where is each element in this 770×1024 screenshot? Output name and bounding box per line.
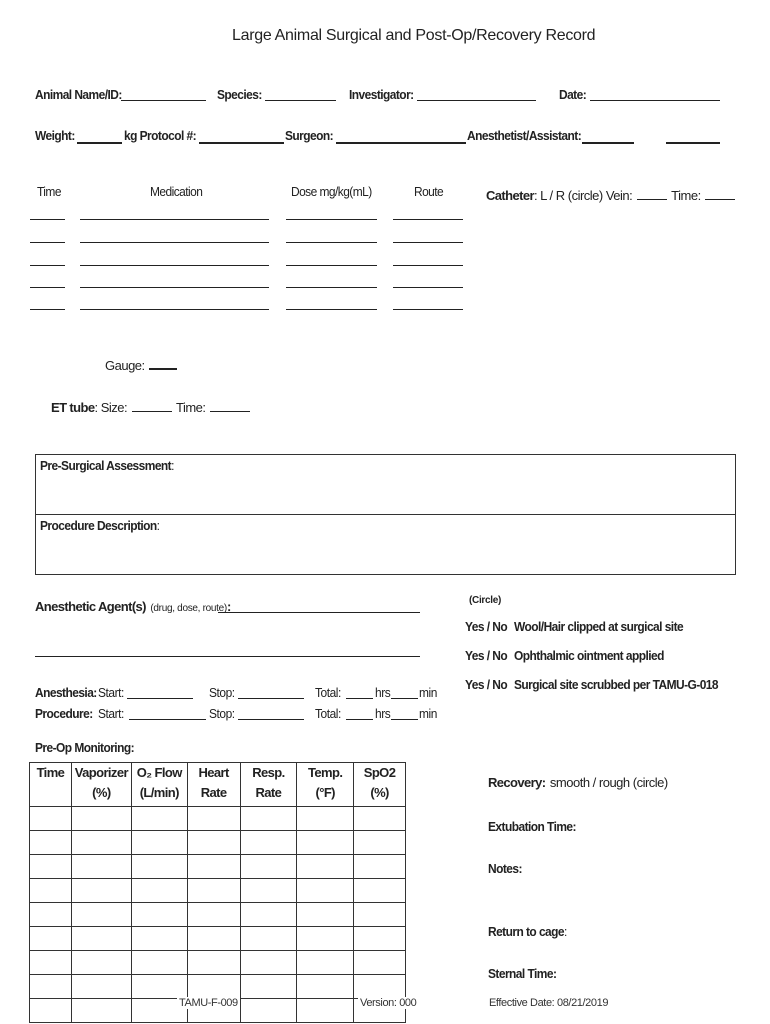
med-dose-field[interactable] — [286, 265, 377, 266]
table-cell[interactable] — [354, 879, 406, 903]
table-cell[interactable] — [71, 855, 131, 879]
table-cell[interactable] — [297, 831, 354, 855]
check-3-label: Surgical site scrubbed per TAMU-G-018 — [514, 677, 718, 692]
gauge-label: Gauge: — [105, 358, 145, 373]
weight-label: Weight: — [35, 128, 75, 143]
circle-note: (Circle) — [469, 595, 502, 606]
table-cell[interactable] — [354, 975, 406, 999]
investigator-field[interactable] — [417, 100, 536, 101]
table-cell[interactable] — [354, 903, 406, 927]
col-o2-flow-l2: (L/min) — [139, 785, 179, 800]
catheter-label: Catheter — [486, 188, 534, 203]
procedure-min-label: min — [419, 706, 437, 721]
table-cell[interactable] — [297, 951, 354, 975]
col-spo2-l1: SpO2 — [363, 765, 396, 780]
table-row — [30, 903, 406, 927]
gauge-line — [105, 357, 177, 375]
anesthesia-stop-label: Stop: — [209, 685, 235, 700]
table-cell[interactable] — [187, 975, 240, 999]
table-cell[interactable] — [71, 831, 131, 855]
med-dose-field[interactable] — [286, 287, 377, 288]
anesthetic-agent-hint: (drug, dose, route) — [150, 603, 227, 614]
table-cell[interactable] — [297, 807, 354, 831]
procedure-start-label: Start: — [98, 706, 124, 721]
table-cell[interactable] — [187, 951, 240, 975]
procedure-min-field[interactable] — [391, 719, 418, 720]
pre-surgical-field[interactable] — [40, 474, 730, 510]
check-2-yes-no[interactable]: Yes / No — [465, 648, 508, 663]
col-spo2-header — [354, 763, 406, 807]
table-cell[interactable] — [240, 807, 297, 831]
table-cell[interactable] — [297, 879, 354, 903]
table-cell[interactable] — [240, 855, 297, 879]
procedure-hrs-field[interactable] — [346, 719, 373, 720]
catheter-time-field[interactable] — [705, 188, 735, 200]
table-cell[interactable] — [297, 903, 354, 927]
table-cell[interactable] — [354, 951, 406, 975]
col-resp-rate-header — [240, 763, 297, 807]
table-cell[interactable] — [30, 903, 72, 927]
meds-medication-header: Medication — [150, 184, 203, 199]
assessment-divider — [35, 514, 736, 515]
table-cell[interactable] — [354, 831, 406, 855]
protocol-label: kg Protocol #: — [124, 128, 197, 143]
table-cell[interactable] — [71, 927, 131, 951]
date-label: Date: — [559, 87, 587, 102]
med-route-field[interactable] — [393, 309, 463, 310]
table-cell[interactable] — [30, 831, 72, 855]
footer-form-id: TAMU-F-009 — [179, 997, 238, 1009]
med-medication-field[interactable] — [80, 309, 269, 310]
anesthesia-hrs-field[interactable] — [346, 698, 373, 699]
col-resp-rate-l1: Resp. — [252, 765, 285, 780]
col-temp-l1: Temp. — [308, 765, 343, 780]
meds-route-header: Route — [414, 184, 444, 199]
recovery-line — [488, 774, 668, 792]
med-medication-field[interactable] — [80, 219, 269, 220]
table-row — [30, 951, 406, 975]
anesthesia-min-label: min — [419, 685, 437, 700]
table-cell[interactable] — [71, 807, 131, 831]
med-time-field[interactable] — [30, 219, 65, 220]
table-row — [30, 927, 406, 951]
table-cell[interactable] — [30, 879, 72, 903]
med-route-field[interactable] — [393, 219, 463, 220]
col-time-header — [30, 763, 72, 807]
col-resp-rate-l2: Rate — [255, 785, 282, 800]
table-cell[interactable] — [240, 903, 297, 927]
col-heart-rate-l1: Heart — [198, 765, 229, 780]
anesthetist-field[interactable] — [582, 142, 634, 144]
catheter-time-label: Time: — [671, 188, 701, 203]
col-heart-rate-header — [187, 763, 240, 807]
et-tube-line — [51, 399, 250, 417]
med-dose-field[interactable] — [286, 242, 377, 243]
table-cell[interactable] — [71, 999, 131, 1023]
table-cell[interactable] — [30, 975, 72, 999]
check-1-yes-no[interactable]: Yes / No — [465, 619, 508, 634]
procedure-label: Procedure: — [35, 706, 93, 721]
et-tube-time-label: Time: — [176, 400, 206, 415]
table-cell[interactable] — [240, 831, 297, 855]
page-title: Large Animal Surgical and Post-Op/Recovery Record — [232, 27, 596, 44]
date-field[interactable] — [590, 100, 720, 101]
med-dose-field[interactable] — [286, 309, 377, 310]
et-tube-label: ET tube — [51, 400, 95, 415]
return-to-cage-label: Return to cage: — [488, 924, 567, 939]
table-row — [30, 879, 406, 903]
med-dose-field[interactable] — [286, 219, 377, 220]
assistant-field[interactable] — [666, 142, 720, 144]
table-cell[interactable] — [354, 855, 406, 879]
table-cell[interactable] — [30, 999, 72, 1023]
et-tube-size-label: : Size: — [94, 400, 128, 415]
col-time-l1: Time — [36, 765, 65, 780]
table-cell[interactable] — [240, 927, 297, 951]
table-cell[interactable] — [71, 951, 131, 975]
table-row — [30, 831, 406, 855]
procedure-start-field[interactable] — [129, 719, 206, 720]
table-cell[interactable] — [187, 927, 240, 951]
footer-version: Version: 000 — [360, 997, 417, 1009]
meds-dose-header: Dose mg/kg(mL) — [291, 184, 372, 199]
table-cell[interactable] — [131, 855, 187, 879]
table-cell[interactable] — [71, 975, 131, 999]
table-row — [30, 975, 406, 999]
protocol-field[interactable] — [199, 142, 284, 144]
table-cell[interactable] — [30, 855, 72, 879]
et-tube-time-field[interactable] — [210, 400, 250, 412]
anesthetist-label: Anesthetist/Assistant: — [467, 128, 582, 143]
col-vaporizer-l2: (%) — [92, 785, 111, 800]
col-temp-l2: (°F) — [315, 785, 335, 800]
anesthesia-start-label: Start: — [98, 685, 124, 700]
table-cell[interactable] — [131, 975, 187, 999]
footer-effective-date: Effective Date: 08/21/2019 — [489, 997, 609, 1009]
table-cell[interactable] — [131, 951, 187, 975]
return-to-cage-text: Return to cage — [488, 924, 565, 939]
procedure-total-label: Total: — [315, 706, 341, 721]
table-cell[interactable] — [131, 807, 187, 831]
table-cell[interactable] — [240, 999, 297, 1023]
procedure-description-label: Procedure Description: — [40, 518, 160, 533]
anesthetic-agent-line: Anesthetic Agent(s) (drug, dose, route): — [35, 599, 231, 614]
table-cell[interactable] — [187, 807, 240, 831]
gauge-field[interactable] — [149, 357, 177, 370]
meds-time-header: Time — [37, 184, 61, 199]
procedure-description-text: Procedure Description — [40, 518, 157, 533]
preop-monitoring-title: Pre-Op Monitoring: — [35, 740, 135, 755]
table-cell[interactable] — [131, 831, 187, 855]
sternal-time-label: Sternal Time: — [488, 966, 557, 981]
table-cell[interactable] — [297, 855, 354, 879]
procedure-stop-label: Stop: — [209, 706, 235, 721]
table-row — [30, 807, 406, 831]
med-time-field[interactable] — [30, 265, 65, 266]
table-cell[interactable] — [354, 927, 406, 951]
col-heart-rate-l2: Rate — [200, 785, 227, 800]
procedure-description-field[interactable] — [40, 534, 730, 570]
col-vaporizer-header — [71, 763, 131, 807]
catheter-vein-field[interactable] — [637, 188, 667, 200]
preop-monitoring-table — [29, 762, 406, 1023]
med-time-field[interactable] — [30, 287, 65, 288]
table-cell[interactable] — [30, 927, 72, 951]
col-o2-flow-l1: O₂ Flow — [136, 765, 182, 780]
pre-surgical-label: Pre-Surgical Assessment: — [40, 458, 174, 473]
anesthetic-agent-field-2[interactable] — [35, 656, 420, 657]
table-cell[interactable] — [71, 879, 131, 903]
med-route-field[interactable] — [393, 242, 463, 243]
med-route-field[interactable] — [393, 265, 463, 266]
preop-header-row — [30, 763, 406, 807]
anesthesia-hrs-label: hrs — [375, 685, 391, 700]
procedure-stop-field[interactable] — [238, 719, 304, 720]
animal-id-label: Animal Name/ID: — [35, 87, 122, 102]
med-route-field[interactable] — [393, 287, 463, 288]
anesthesia-stop-field[interactable] — [238, 698, 304, 699]
animal-id-field[interactable] — [121, 100, 206, 101]
table-cell[interactable] — [131, 879, 187, 903]
table-cell[interactable] — [240, 879, 297, 903]
table-cell[interactable] — [187, 855, 240, 879]
med-medication-field[interactable] — [80, 287, 269, 288]
table-cell[interactable] — [131, 903, 187, 927]
table-cell[interactable] — [354, 807, 406, 831]
table-cell[interactable] — [297, 975, 354, 999]
weight-field[interactable] — [77, 142, 122, 144]
table-cell[interactable] — [187, 831, 240, 855]
recovery-label: Recovery: — [488, 775, 546, 790]
species-label: Species: — [217, 87, 262, 102]
check-2-label: Ophthalmic ointment applied — [514, 648, 664, 663]
table-cell[interactable] — [187, 879, 240, 903]
col-spo2-l2: (%) — [370, 785, 389, 800]
table-cell[interactable] — [187, 903, 240, 927]
table-cell[interactable] — [297, 999, 354, 1023]
table-cell[interactable] — [30, 951, 72, 975]
procedure-hrs-label: hrs — [375, 706, 391, 721]
catheter-text: : L / R (circle) Vein: — [533, 188, 633, 203]
surgeon-label: Surgeon: — [285, 128, 334, 143]
extubation-time-label: Extubation Time: — [488, 819, 576, 834]
anesthesia-label: Anesthesia: — [35, 685, 97, 700]
et-tube-size-field[interactable] — [132, 400, 172, 412]
recovery-options[interactable]: smooth / rough (circle) — [549, 775, 668, 790]
surgeon-field[interactable] — [336, 142, 466, 144]
table-cell[interactable] — [131, 927, 187, 951]
col-vaporizer-l1: Vaporizer — [74, 765, 128, 780]
investigator-label: Investigator: — [349, 87, 414, 102]
med-time-field[interactable] — [30, 309, 65, 310]
med-time-field[interactable] — [30, 242, 65, 243]
col-temp-header — [297, 763, 354, 807]
anesthesia-start-field[interactable] — [127, 698, 193, 699]
check-1-label: Wool/Hair clipped at surgical site — [514, 619, 684, 634]
table-cell[interactable] — [240, 975, 297, 999]
anesthetic-agent-field[interactable] — [218, 612, 420, 613]
check-3-yes-no[interactable]: Yes / No — [465, 677, 508, 692]
table-cell[interactable] — [30, 807, 72, 831]
notes-label: Notes: — [488, 861, 522, 876]
pre-surgical-text: Pre-Surgical Assessment — [40, 458, 172, 473]
table-cell[interactable] — [297, 927, 354, 951]
anesthetic-agent-label: Anesthetic Agent(s) — [35, 599, 146, 614]
species-field[interactable] — [265, 100, 336, 101]
catheter-line — [486, 187, 735, 205]
anesthesia-min-field[interactable] — [391, 698, 418, 699]
med-medication-field[interactable] — [80, 265, 269, 266]
table-cell[interactable] — [240, 951, 297, 975]
anesthesia-total-label: Total: — [315, 685, 341, 700]
col-o2-flow-header — [131, 763, 187, 807]
med-medication-field[interactable] — [80, 242, 269, 243]
table-cell[interactable] — [71, 903, 131, 927]
table-row — [30, 855, 406, 879]
